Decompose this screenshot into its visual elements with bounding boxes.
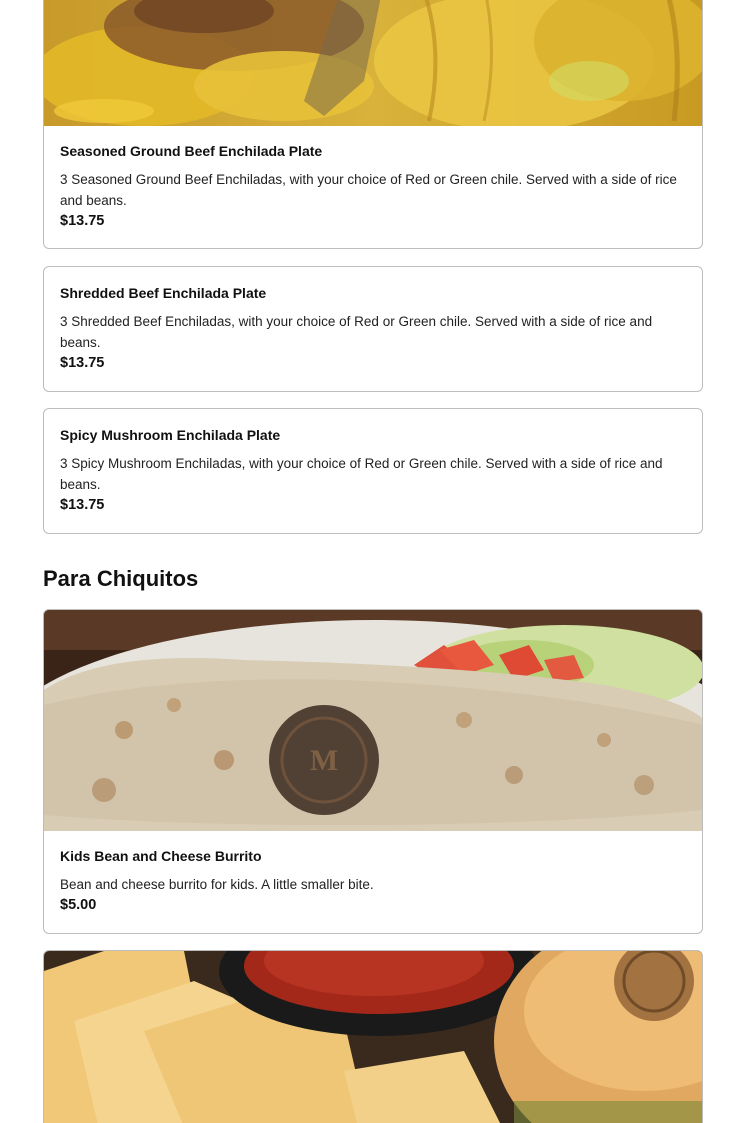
menu-item-body bbox=[60, 847, 686, 916]
enchilada-photo bbox=[44, 0, 702, 126]
menu-item-card[interactable] bbox=[43, 0, 703, 249]
item-description: 3 Spicy Mushroom Enchiladas, with your choice of Red or Green chile. Served with a side of rice and beans. bbox=[60, 456, 663, 492]
svg-text:M: M bbox=[309, 744, 339, 777]
item-price: $13.75 bbox=[60, 355, 105, 371]
menu-item-card[interactable] bbox=[43, 950, 703, 1123]
item-description: Bean and cheese burrito for kids. A little smaller bite. bbox=[60, 877, 374, 892]
item-price: $13.75 bbox=[60, 213, 105, 229]
item-price: $5.00 bbox=[60, 897, 97, 913]
section-title: Para Chiquitos bbox=[43, 566, 199, 591]
item-title: Seasoned Ground Beef Enchilada Plate bbox=[60, 143, 323, 159]
item-title: Spicy Mushroom Enchilada Plate bbox=[60, 427, 281, 443]
menu-item-body bbox=[60, 426, 686, 516]
item-title: Kids Bean and Cheese Burrito bbox=[60, 848, 262, 864]
menu-item-body bbox=[60, 142, 686, 232]
menu-item-card[interactable] bbox=[43, 609, 703, 934]
item-title: Shredded Beef Enchilada Plate bbox=[60, 285, 267, 301]
menu-item-card[interactable] bbox=[43, 266, 703, 392]
menu-item-body bbox=[60, 284, 686, 374]
item-price: $13.75 bbox=[60, 497, 105, 513]
menu-item-card[interactable] bbox=[43, 408, 703, 534]
burrito-photo bbox=[44, 610, 702, 831]
item-description: 3 Seasoned Ground Beef Enchiladas, with your choice of Red or Green chile. Served with a side of rice and beans. bbox=[60, 172, 677, 208]
slider-and-fries-photo bbox=[44, 951, 702, 1123]
item-description: 3 Shredded Beef Enchiladas, with your choice of Red or Green chile. Served with a side of rice and beans. bbox=[60, 314, 653, 350]
